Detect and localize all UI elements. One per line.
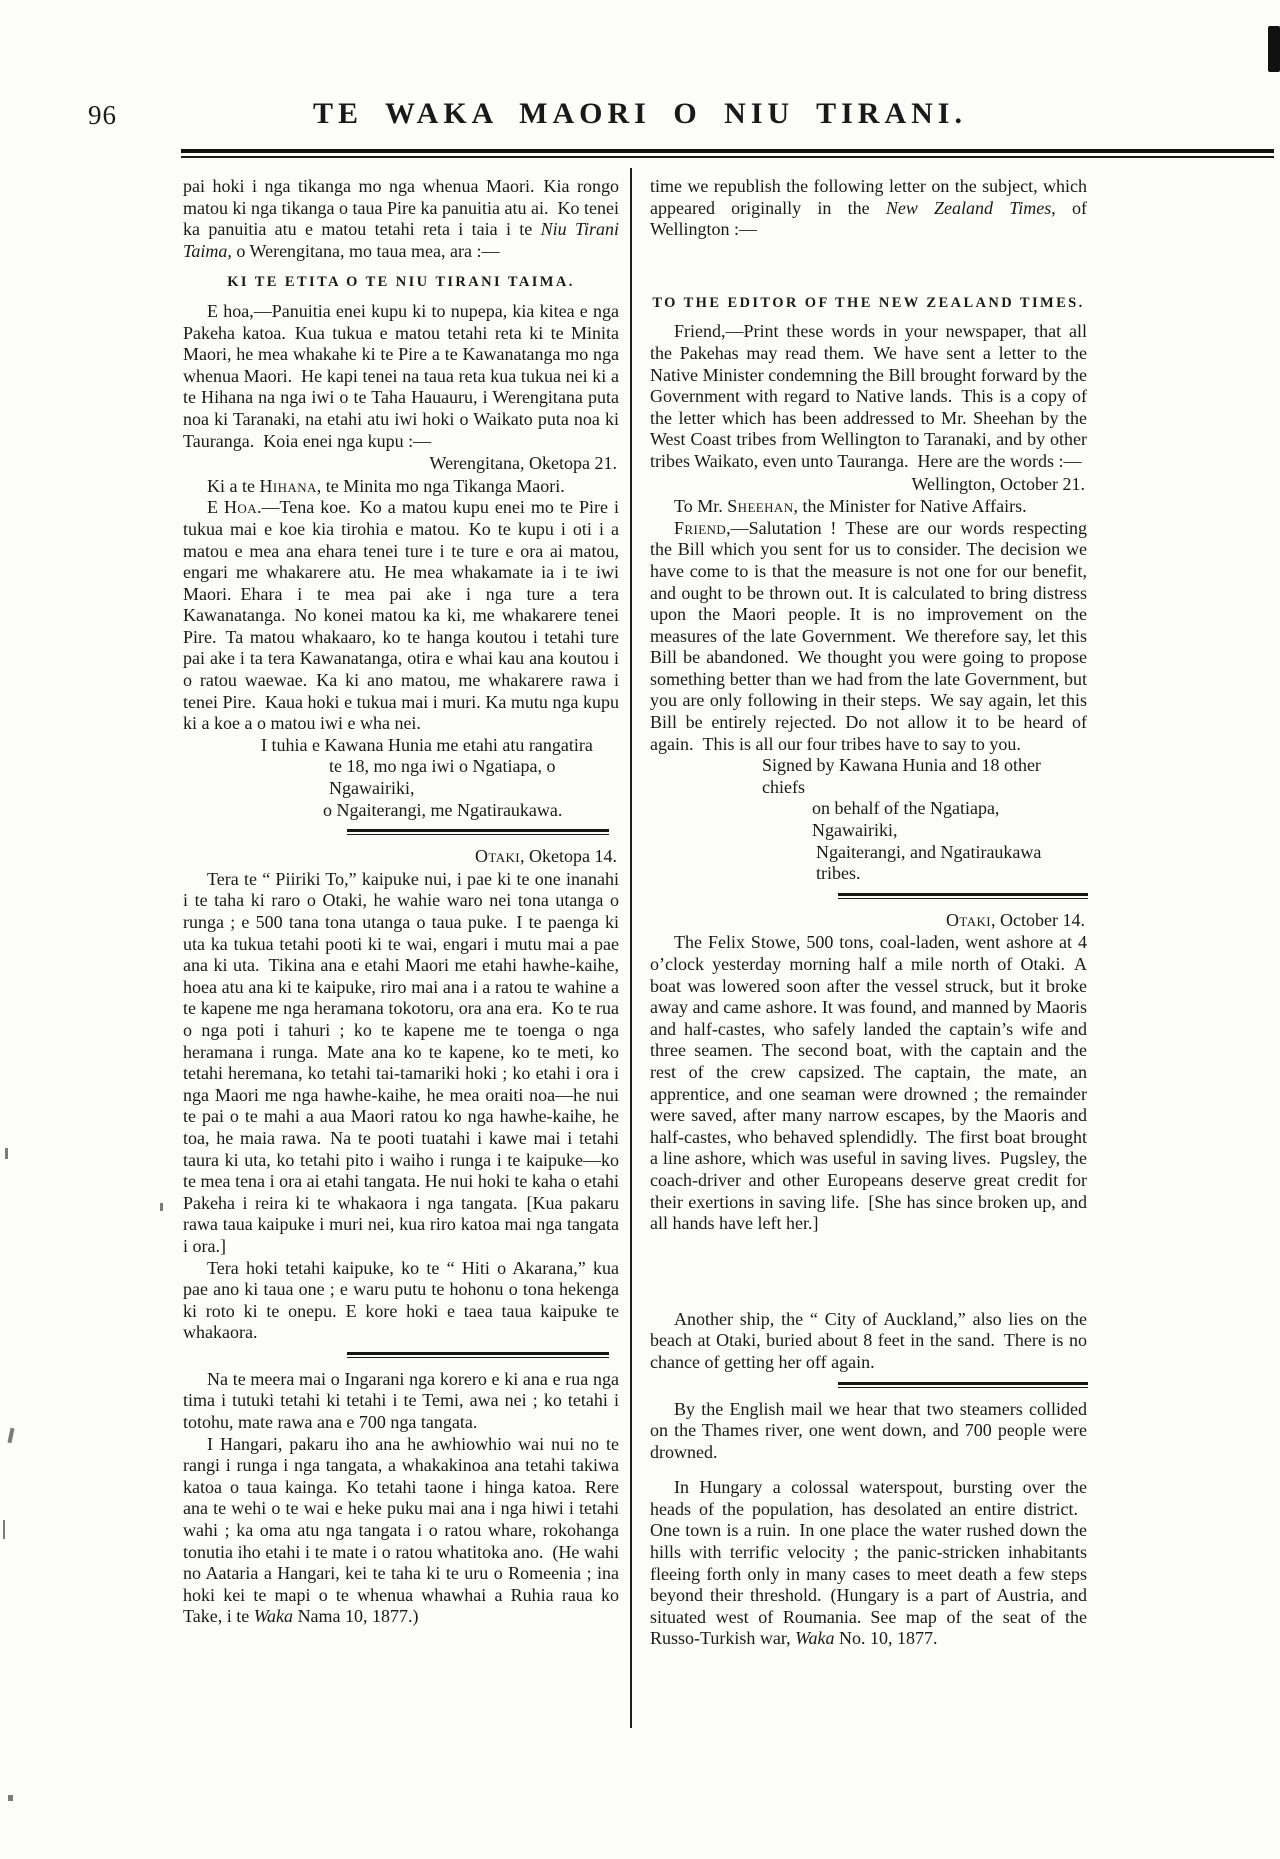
left-second-ship-paragraph: Tera hoki tetahi kaipuke, ko te “ Hiti o Akarana,” kua pae ano ki taua one ; e waru putu te hohonu o tona hekenga ki roto ki te onepu. E kore hoki e taea taua kaipuke te whakaora. (183, 1257, 619, 1343)
left-address-line (183, 476, 619, 498)
left-address-post: , te Minita mo nga Tikanga Maori. (316, 475, 565, 496)
right-hungary-text-end: No. 10, 1877. (834, 1628, 938, 1649)
right-address-post: , the Minister for Native Affairs. (793, 496, 1027, 517)
right-intro-italic-title: New Zealand Times (885, 197, 1052, 218)
left-column (183, 176, 619, 1628)
scan-speck (8, 1795, 13, 1801)
right-otaki-name: Otaki (946, 909, 992, 930)
right-otaki-date: , October 14. (991, 909, 1085, 930)
right-address-name: Sheehan (727, 496, 794, 517)
left-hungary-paragraph (183, 1434, 619, 1628)
left-intro-text-end: , o Werengitana, mo taua mea, ara :— (227, 240, 500, 261)
right-address-pre: To Mr. (674, 496, 728, 517)
right-signature-line: on behalf of the Ngatiapa, Ngawairiki, (812, 798, 1000, 841)
right-intro-text-end: , of Wellington :— (650, 197, 1088, 240)
left-otaki-name: Otaki (475, 846, 521, 867)
right-hungary-text: In Hungary a colossal waterspout, bursting over the heads of the population, has desolated an entire district. One town is a ruin. In one place the water rushed down the hills with terrific velocity ; the panic-stricken inhabitants fleeing forth only in many cases to meet death a few steps beyond their threshold. (Hungary is a part of Austria, and situated west of Roumania. See map of the seat of the Russo-Turkish war, (650, 1477, 1087, 1649)
left-letter-body-paragraph (183, 497, 619, 735)
right-dateline-otaki (650, 910, 1085, 932)
left-letter-body-text: .—Tena koe. Ko a matou kupu enei mo te Pire i tukua mai e koe kia tirohia e matou. Ko te kupu i oti i a matou e mea ana ehara tenei ture i te ture e ora ai matou, engari me whakarere atu. He mea whakamate ia i te iwi Maori. Ehara i te mea pai ake i nga ture a tera Kawanatanga. No konei matou ka ki, me whakarere tenei Pire. Ta matou whakaaro, ko te hanga koutou i tetahi ture pai ake i ta tera Kawanatanga, otira e whai kau ana koutou i o ratou waewae. Ka ki ano matou, me whakarere rawa i tenei Pire. Kaua hoki e tukua mai i muri. Ka mutu nga kupu ki a koe a o matou iwi e wha nei. (183, 497, 619, 734)
left-editor-heading: KI TE ETITA O TE NIU TIRANI TAIMA. (227, 274, 575, 291)
right-shipwreck-paragraph: The Felix Stowe, 500 tons, coal-laden, went ashore at 4 o’clock yesterday morning half a mile north of Otaki. A boat was lowered soon after the vessel struck, but it broke away and came ashore. It was found, and manned by Maoris and half-castes, who safely landed the captain’s wife and three seamen. The second boat, with the captain and the rest of the crew capsized. The captain, the mate, an apprentice, and one seaman were drowned ; the remainder were saved, after many narrow escapes, by the Maoris and half-castes, who behaved splendidly. The first boat brought a line ashore, which was useful in saving lives. Pugsley, the coach-driver and other Europeans deserve great credit for their exertions in saving life. [She has since broken up, and all hands have left her.] (650, 932, 1087, 1234)
right-second-ship-paragraph: Another ship, the “ City of Auckland,” also lies on the beach at Otaki, buried about 8 feet in the sand. There is no chance of getting her off again. (650, 1308, 1087, 1372)
left-hungary-text-end: Nama 10, 1877.) (293, 1606, 419, 1627)
right-column (650, 176, 1087, 1650)
right-dateline-wellington: Wellington, October 21. (911, 473, 1085, 494)
scan-speck (160, 1203, 163, 1211)
scan-speck (5, 1148, 8, 1159)
right-signature-line: Ngaiterangi, and Ngatiraukawa tribes. (816, 841, 1042, 884)
left-intro-italic-title: Niu Tirani Taima (183, 219, 619, 261)
left-intro-paragraph (183, 176, 619, 262)
page-number: 96 (88, 100, 117, 130)
left-address-name: Hihana (259, 475, 317, 496)
left-shipwreck-paragraph: Tera te “ Piiriki To,” kaipuke nui, i pae ki te one inanahi i te taha ki raro o Otaki, he wahie waro nei tona utanga o runga ; e 500 tana tona utanga o taua puke. I te paenga ki uta ka tukua tetahi pooti ki te wai, engari i mutu mai a pae ana ki uta. Tikina ana e etahi Maori me etahi hawhe-kaihe, hoea atu ana ki te kaipuke, riro mai ana i a ratou te wahine a te kapene me nga heramana tokotoru, ora ana era. Ko te rua o nga poti i tahuri ; ko te kapene me te toenga o nga heramana i runga. Mate ana ko te kapene, ko te meti, ko tetahi heremana, ko tetahi tai-tamariki hoki ; ko etahi i ora i nga Maori me nga hawhe-kaihe, he mea oraiti noa—he nui te pai o te mahi a aua Maori ratou ko nga hawhe-kaihe, he toa, he maia rawa. Na te pooti tuatahi i kawe mai i tetahi taura ki uta, ko tetahi pito i waiho i runga i te kaipuke—ko te mea tena i ora ai etahi tangata. He nui hoki te kaha o etahi Pakeha i reira ki te whakaora i nga tangata. [Kua pakaru rawa taua kaipuke i muri nei, kua riro katoa mai nga tangata i ora.] (183, 868, 619, 1256)
right-letter-body-text: ,—Salutation ! These are our words respecting the Bill which you sent for us to consider. The decision we have come to is that the measure is not one for our benefit, and ought to be thrown out. It is calculated to bring distress upon the Maori people. It is no improvement on the measures of the late Government. We therefore say, let this Bill be abandoned. We thought you were going to propose something better than we had from the late Government, but you are only following in their steps. We say again, let this Bill be entirely rejected. Do not allow it to be heard of again. This is all our four tribes have to say to you. (650, 517, 1087, 754)
left-hungary-text: I Hangari, pakaru iho ana he awhiowhio wai nui no te rangi i runga i nga tangata, a whakakinoa ana tetahi takiwa katoa o taua kainga. Ko tetahi taone i hinga katoa. Rere ana te wehi o te wai e heke puku mai ana i nga hiwi i tetahi wahi ; ka oma atu nga tangata i o ratou whare, rokohanga tonutia iho etahi i te mate i o ratou whatitoka ano. (He wahi no Aataria a Hangari, kei te taha ki te uru o Romeenia ; ina hoki kei te mapi o te whenua whawhai a Ruhia raua ko Take, i te (183, 1433, 619, 1627)
header-rule (181, 149, 1274, 158)
section-divider-rule (347, 1352, 609, 1358)
scan-artifact-blob (1268, 26, 1280, 72)
right-hungary-italic-waka: Waka (795, 1628, 835, 1649)
right-letter-body-paragraph (650, 518, 1087, 756)
left-dateline-wellington: Werengitana, Oketopa 21. (429, 453, 617, 474)
section-divider-rule (838, 893, 1088, 899)
right-editor-heading: TO THE EDITOR OF THE NEW ZEALAND TIMES. (652, 294, 1085, 311)
right-intro-text: time we republish the following letter on the subject, which appeared originally in the (650, 176, 1087, 218)
scan-speck (3, 1520, 5, 1539)
section-divider-rule (347, 829, 609, 835)
left-otaki-date: , Oketopa 14. (520, 846, 617, 867)
left-letter-body-pre: E (207, 497, 225, 518)
right-signature-line: Signed by Kawana Hunia and 18 other chiefs (762, 755, 1041, 797)
section-divider-rule (838, 1382, 1088, 1388)
column-divider-rule (630, 168, 632, 1728)
left-signature-line: te 18, mo nga iwi o Ngatiapa, o Ngawairiki, (329, 756, 556, 799)
right-letter-intro-paragraph: Friend,—Print these words in your newspaper, that all the Pakehas may read them. We have sent a letter to the Native Minister condemning the Bill brought forward by the Government with regard to Native lands. This is a copy of the letter which has been addressed to Mr. Sheehan by the West Coast tribes from Wellington to Taranaki, and by other tribes Waikato, even unto Tauranga. Here are the words :— (650, 321, 1087, 471)
masthead-title: TE WAKA MAORI O NIU TIRANI. (313, 97, 967, 130)
right-address-line (650, 496, 1087, 518)
left-letter-intro-paragraph: E hoa,—Panuitia enei kupu ki to nupepa, kia kitea e nga Pakeha katoa. Kua tukua e matou tetahi reta ki te Minita Maori, he mea whakahe ki te Pire a te Kawanatanga mo nga whenua Maori. He kapi tenei na taua reta kua tukua nei ki a te Hihana na nga iwi o te Taha Hauauru, i Werengitana puta noa ki Taranaki, na etahi atu iwi hoki o Waikato puta noa ki Tauranga. Koia enei nga kupu :— (183, 300, 619, 451)
right-english-mail-paragraph: By the English mail we hear that two steamers collided on the Thames river, one went down, and 700 people were drowned. (650, 1398, 1087, 1462)
right-hungary-paragraph (650, 1477, 1087, 1650)
right-intro-paragraph (650, 176, 1087, 241)
left-letter-body-salutation: Hoa (224, 497, 258, 518)
left-intro-text: pai hoki i nga tikanga mo nga whenua Maori. Kia rongo matou ki nga tikanga o taua Pire ka panuitia atu ai. Ko tenei ka panuitia atu e matou tetahi reta i taia i te (183, 176, 619, 240)
left-english-mail-paragraph: Na te meera mai o Ingarani nga korero e ki ana e rua nga tima i tutuki tetahi ki tetahi i te Temi, awa nei ; ko tetahi i totohu, mate rawa ana e 700 nga tangata. (183, 1368, 619, 1433)
right-letter-body-salutation: Friend (674, 517, 727, 538)
left-signature-line: I tuhia e Kawana Hunia me etahi atu rangatira (261, 734, 593, 755)
left-address-pre: Ki a te (207, 475, 260, 496)
left-dateline-otaki (183, 846, 617, 868)
left-signature-line: o Ngaiterangi, me Ngatiraukawa. (323, 799, 563, 820)
scan-speck (7, 1428, 14, 1444)
left-hungary-italic-waka: Waka (253, 1606, 294, 1627)
